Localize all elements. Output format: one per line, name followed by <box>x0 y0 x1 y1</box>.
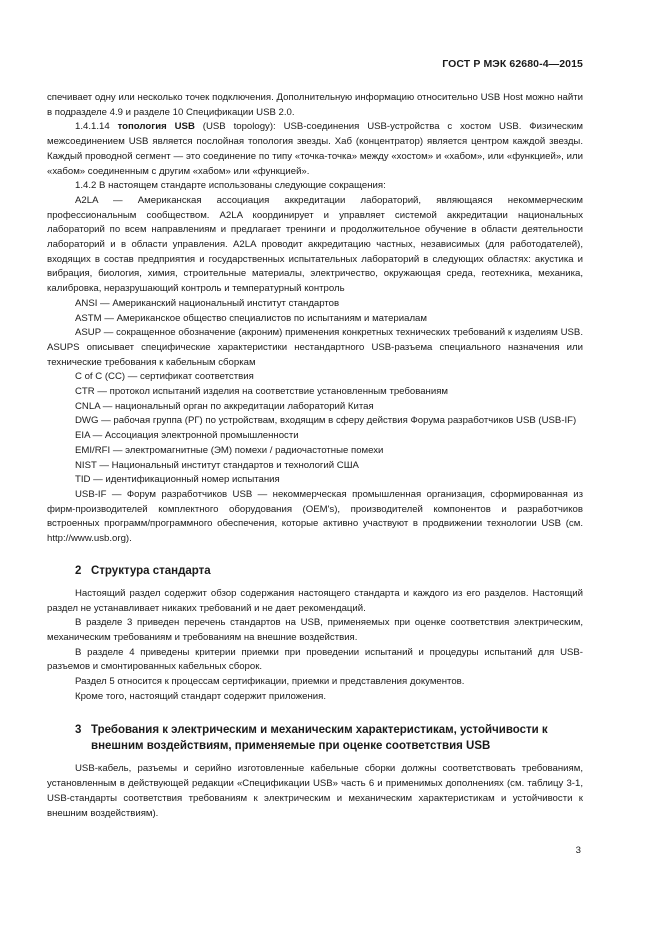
section-number: 2 <box>75 564 82 577</box>
section-paragraph: В разделе 4 приведены критерии приемки при проведении испытаний и процедуры испытаний для USB-разъемов и смонтированных кабельных сборок. <box>47 646 583 673</box>
abbreviation-item: TID — идентификационный номер испытания <box>75 474 280 486</box>
abbreviation-list <box>47 194 583 547</box>
definition-usb-topology <box>47 120 583 179</box>
document-code: ГОСТ Р МЭК 62680-4—2015 <box>442 58 583 70</box>
section-paragraph: USB-кабель, разъемы и серийно изготовленные кабельные сборки должны соответствовать требованиям, установленным в действующей редакции «Спецификации USB» часть 6 и применимых дополнениях (см. таблицу 3-1, USB-стандарты соответствия требованиям к электрическим и механическим характеристикам и устойчивости к внешним воздействиям). <box>47 763 583 819</box>
section-number: 3 <box>75 724 82 737</box>
abbreviation-item: EIA — Ассоциация электронной промышленности <box>75 430 299 442</box>
abbreviation-item: ANSI — Американский национальный институт стандартов <box>75 297 340 309</box>
abbreviation-item: C of C (CC) — сертификат соответствия <box>75 371 254 383</box>
abbreviation-item: ASTM — Американское общество специалистов по испытаниям и материалам <box>75 312 427 324</box>
definition-text: (USB topology): USB-соединения USB-устройства с хостом USB. Физическим межсоединением USB является послойная топология звезды. Хаб (концентратор) является центром каждой звезды. Каждый проводной сегмент — это соединение по типу «точка-точка» между «хостом» и «хабом», или «функцией», или «хабом» соединенным с другим «хабом» или «функцией». <box>47 121 584 177</box>
abbreviation-item: CNLA — национальный орган по аккредитации лабораторий Китая <box>75 400 374 412</box>
abbreviation-item: DWG — рабочая группа (РГ) по устройствам, входящим в сферу действия Форума разработчиков USB (USB-IF) <box>75 415 577 427</box>
clause-number: 1.4.1.14 <box>75 121 110 133</box>
document-body <box>47 91 583 821</box>
paragraph-continuation: спечивает одну или несколько точек подключения. Дополнительную информацию относительно USB Host можно найти в подразделе 4.9 и разделе 10 Спецификации USB 2.0. <box>47 92 583 118</box>
abbreviations-intro: 1.4.2 В настоящем стандарте использованы следующие сокращения: <box>75 180 386 192</box>
section-paragraph: Раздел 5 относится к процессам сертификации, приемки и представления документов. <box>75 676 465 688</box>
abbreviation-item: CTR — протокол испытаний изделия на соответствие установленным требованиям <box>75 386 449 398</box>
page-number: 3 <box>575 845 581 856</box>
section-heading <box>47 722 583 754</box>
section-heading <box>47 563 583 579</box>
section-paragraph: Настоящий раздел содержит обзор содержания настоящего стандарта и каждого из его разделов. Настоящий раздел не устанавливает никаких требований и не дает рекомендаций. <box>47 587 583 614</box>
section-title: Требования к электрическим и механическим характеристикам, устойчивости к внешним воздействиям, применяемые при оценке соответствия USB <box>91 724 548 753</box>
section-paragraph: Кроме того, настоящий стандарт содержит приложения. <box>75 690 327 702</box>
defined-term: топология USB <box>117 121 195 133</box>
abbreviation-item: ASUP — сокращенное обозначение (акроним) применения конкретных технических требований к изделиям USB. ASUPS описывает специфические характеристики нестандартного USB-разъема специального назначения или технические требования к кабельным сборкам <box>47 327 583 368</box>
abbreviation-item: USB-IF — Форум разработчиков USB — некоммерческая промышленная организация, сформированная из фирм-производителей комплектного оборудования (OEM's), производителей компонентов и разработчиков встроенных программ/программного обеспечения, которые активно участвуют в продвижении технологии USB (см. http://www.usb.org). <box>47 488 583 545</box>
abbreviation-item: NIST — Национальный институт стандартов и технологий США <box>75 459 359 471</box>
abbreviation-item: A2LA — Американская ассоциация аккредитации лабораторий, являющаяся некоммерческим профессиональным сообществом. A2LA координирует и управляет системой аккредитации национальных лабораторий по всем направлениям и предлагает тренинги и продолжительное обучение в области деятельности лабораторий и в области управления. A2LA проводит аккредитацию частных, независимых (для работодателей), входящих в состав предприятия и государственных испытательных лабораторий в следующих областях: акустика и вибрация, биология, химия, строительные материалы, электричество, окружающая среда, геотехника, механика, калибровка, неразрушающий контроль и температурный контроль <box>47 194 583 295</box>
abbreviation-item: EMI/RFI — электромагнитные (ЭМ) помехи / радиочастотные помехи <box>75 444 384 456</box>
section-paragraph: В разделе 3 приведен перечень стандартов на USB, применяемых при оценке соответствия электрическим, механическим требованиям и требованиям на внешние воздействия. <box>47 617 583 643</box>
section-title: Структура стандарта <box>91 564 211 577</box>
